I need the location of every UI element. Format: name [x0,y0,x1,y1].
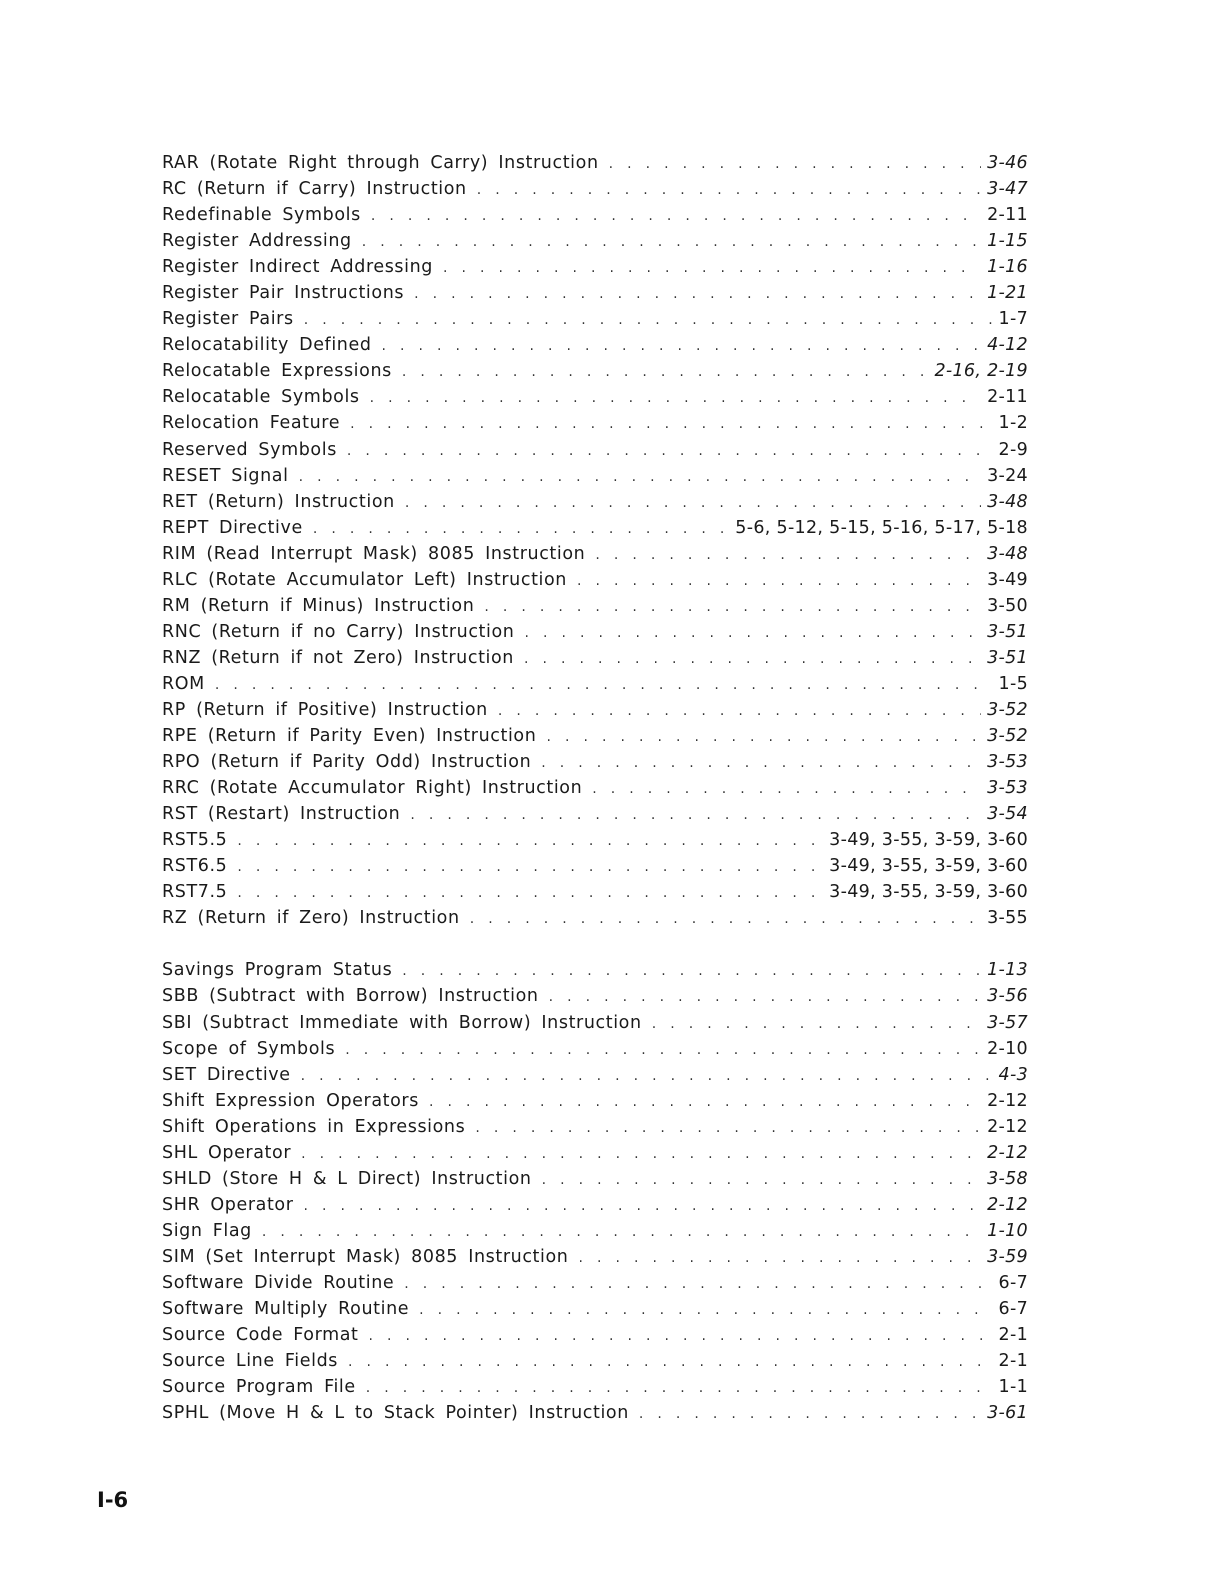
dot-leader [592,778,981,798]
index-entry [162,413,1028,439]
index-entry [162,1403,1028,1429]
index-term: RRC (Rotate Accumulator Right) Instruction [162,778,583,799]
index-term: RPE (Return if Parity Even) Instruction [162,726,537,747]
index-term: Relocatable Symbols [162,387,360,408]
index-pages: 3-59 [987,1246,1028,1267]
index-pages: 3-49, 3-55, 3-59, 3-60 [829,830,1028,851]
index-entry [162,804,1028,830]
dot-leader [237,830,823,850]
dot-leader [366,1377,993,1397]
dot-leader [237,882,823,902]
index-entry [162,908,1028,934]
index-entry [162,335,1028,361]
dot-leader [371,205,981,225]
index-entry [162,986,1028,1012]
dot-leader [350,413,992,433]
index-term: Reserved Symbols [162,439,337,460]
dot-leader [301,1143,981,1163]
index-entry [162,544,1028,570]
index-term: RST5.5 [162,830,228,851]
index-pages: 6-7 [998,1299,1028,1320]
dot-leader [477,179,981,199]
index-term: Scope of Symbols [162,1038,336,1059]
index-pages: 3-52 [987,726,1028,747]
index-term: Source Program File [162,1377,356,1398]
index-entry [162,960,1028,986]
index-entry [162,622,1028,648]
index-pages: 3-57 [987,1012,1028,1033]
index-entry [162,1221,1028,1247]
dot-leader [429,1091,981,1111]
dot-leader [347,440,993,460]
dot-leader [524,622,981,642]
index-entry [162,466,1028,492]
index-pages: 2-12 [987,1116,1028,1137]
index-pages: 3-52 [987,699,1028,720]
index-pages: 2-12 [987,1194,1028,1215]
dot-leader [362,231,981,251]
dot-leader [410,804,981,824]
index-pages: 6-7 [998,1272,1028,1293]
dot-leader [348,1351,993,1371]
dot-leader [498,700,981,720]
index-entry [162,1247,1028,1273]
index-entry [162,1117,1028,1143]
index-pages: 3-49, 3-55, 3-59, 3-60 [829,882,1028,903]
index-term: RAR (Rotate Right through Carry) Instruction [162,153,599,173]
index-term: RST7.5 [162,882,228,903]
index-term: Software Multiply Routine [162,1299,410,1320]
index-pages: 3-61 [987,1403,1028,1424]
index-pages: 3-51 [987,621,1028,642]
index-pages: 2-16, 2-19 [934,361,1028,382]
index-term: RNZ (Return if not Zero) Instruction [162,647,514,668]
dot-leader [402,960,981,980]
dot-leader [304,309,993,329]
index-term: Relocation Feature [162,413,341,434]
dot-leader [609,153,981,173]
dot-leader [595,544,981,564]
dot-leader [475,1117,981,1137]
index-entry [162,1377,1028,1403]
index-entry [162,882,1028,908]
index-term: RLC (Rotate Accumulator Left) Instruction [162,569,567,590]
index-entry [162,752,1028,778]
index-entry [162,440,1028,466]
dot-leader [414,283,981,303]
index-term: RET (Return) Instruction [162,491,395,512]
index-entry [162,1143,1028,1169]
index-entry [162,153,1028,179]
index-entry [162,570,1028,596]
index-entry [162,1013,1028,1039]
index-term: Savings Program Status [162,960,393,981]
index-term: RC (Return if Carry) Instruction [162,179,467,200]
index-term: RST (Restart) Instruction [162,804,401,825]
index-term: Source Code Format [162,1325,359,1346]
index-pages: 5-6, 5-12, 5-15, 5-16, 5-17, 5-18 [735,517,1028,538]
index-term: Register Pair Instructions [162,283,405,304]
index-entry [162,1273,1028,1299]
index-pages: 3-50 [987,595,1028,616]
index-term: Register Indirect Addressing [162,257,434,278]
index-term: Redefinable Symbols [162,205,361,226]
index-term: SHLD (Store H & L Direct) Instruction [162,1168,532,1189]
index-pages: 3-47 [987,179,1028,200]
dot-leader [402,361,929,381]
index-term: Sign Flag [162,1220,252,1241]
index-pages: 2-11 [987,205,1028,226]
index-entry [162,1039,1028,1065]
index-list [162,153,1028,1429]
index-pages: 3-53 [987,778,1028,799]
index-entry [162,361,1028,387]
index-entry [162,1169,1028,1195]
index-term: RESET Signal [162,465,289,486]
index-term: SIM (Set Interrupt Mask) 8085 Instruction [162,1246,569,1267]
index-pages: 1-10 [987,1220,1028,1241]
index-entry [162,778,1028,804]
index-entry [162,1195,1028,1221]
index-term: Software Divide Routine [162,1272,395,1293]
index-pages: 2-12 [987,1142,1028,1163]
index-pages: 3-54 [987,804,1028,825]
index-entry [162,1325,1028,1351]
index-term: Shift Operations in Expressions [162,1116,466,1137]
index-pages: 3-56 [987,986,1028,1007]
index-entry [162,1351,1028,1377]
dot-leader [549,986,981,1006]
index-entry [162,674,1028,700]
dot-leader [639,1403,981,1423]
index-term: Register Pairs [162,309,294,330]
index-term: RP (Return if Positive) Instruction [162,699,488,720]
index-entry [162,205,1028,231]
index-entry [162,596,1028,622]
index-pages: 1-5 [998,673,1028,694]
index-entry [162,309,1028,335]
index-entry [162,830,1028,856]
index-term: RPO (Return if Parity Odd) Instruction [162,752,532,773]
dot-leader [382,335,982,355]
index-term: Relocatability Defined [162,335,372,356]
index-term: SHR Operator [162,1194,294,1215]
index-term: Source Line Fields [162,1351,339,1372]
index-pages: 2-1 [998,1325,1028,1346]
index-entry [162,726,1028,752]
index-entry [162,1299,1028,1325]
index-pages: 3-55 [987,908,1028,929]
index-term: SBB (Subtract with Borrow) Instruction [162,986,539,1007]
index-term: SET Directive [162,1064,291,1085]
index-pages: 2-11 [987,387,1028,408]
index-term: Shift Expression Operators [162,1090,419,1111]
index-section [162,960,1028,1429]
page-number: I-6 [97,1488,129,1512]
index-term: Register Addressing [162,231,352,252]
dot-leader [577,570,981,590]
index-pages: 1-1 [998,1377,1028,1398]
index-pages: 3-48 [987,543,1028,564]
dot-leader [443,257,981,277]
index-term: RZ (Return if Zero) Instruction [162,908,460,929]
index-pages: 1-13 [987,960,1028,981]
index-entry [162,856,1028,882]
index-entry [162,700,1028,726]
index-pages: 4-12 [987,335,1028,356]
dot-leader [652,1013,981,1033]
index-term: REPT Directive [162,517,303,538]
index-pages: 3-53 [987,752,1028,773]
index-pages: 2-10 [987,1038,1028,1059]
index-term: RST6.5 [162,856,228,877]
index-entry [162,492,1028,518]
dot-leader [470,908,981,928]
index-entry [162,648,1028,674]
dot-leader [299,466,981,486]
index-term: SPHL (Move H & L to Stack Pointer) Instruction [162,1403,629,1424]
index-pages: 2-1 [998,1351,1028,1372]
dot-leader [304,1195,982,1215]
index-entry [162,231,1028,257]
index-term: SHL Operator [162,1142,292,1163]
dot-leader [404,1273,992,1293]
dot-leader [237,856,823,876]
dot-leader [262,1221,981,1241]
index-term: SBI (Subtract Immediate with Borrow) Instruction [162,1012,642,1033]
index-pages: 1-15 [987,231,1028,252]
index-pages: 2-12 [987,1090,1028,1111]
dot-leader [301,1065,993,1085]
dot-leader [345,1039,981,1059]
dot-leader [313,518,729,538]
dot-leader [369,1325,993,1345]
dot-leader [524,648,981,668]
index-entry [162,387,1028,413]
index-pages: 1-16 [987,257,1028,278]
index-term: RM (Return if Minus) Instruction [162,595,475,616]
index-pages: 2-9 [998,439,1028,460]
index-pages: 1-21 [987,283,1028,304]
dot-leader [578,1247,981,1267]
dot-leader [484,596,981,616]
index-pages: 1-7 [998,309,1028,330]
index-entry [162,1065,1028,1091]
index-section [162,153,1028,934]
dot-leader [546,726,981,746]
dot-leader [215,674,993,694]
index-pages: 3-48 [987,491,1028,512]
index-pages: 3-58 [987,1168,1028,1189]
index-entry [162,179,1028,205]
index-term: RNC (Return if no Carry) Instruction [162,621,515,642]
index-pages: 3-51 [987,647,1028,668]
index-entry [162,518,1028,544]
dot-leader [419,1299,992,1319]
index-term: RIM (Read Interrupt Mask) 8085 Instruction [162,543,586,564]
dot-leader [542,1169,981,1189]
dot-leader [541,752,981,772]
index-pages: 1-2 [998,413,1028,434]
dot-leader [405,492,981,512]
index-pages: 3-46 [987,153,1028,173]
index-entry [162,283,1028,309]
index-term: Relocatable Expressions [162,361,392,382]
index-entry [162,257,1028,283]
index-entry [162,1091,1028,1117]
index-pages: 3-24 [987,465,1028,486]
index-pages: 4-3 [998,1064,1028,1085]
dot-leader [370,387,981,407]
index-pages: 3-49 [987,569,1028,590]
index-term: ROM [162,673,205,694]
index-pages: 3-49, 3-55, 3-59, 3-60 [829,856,1028,877]
